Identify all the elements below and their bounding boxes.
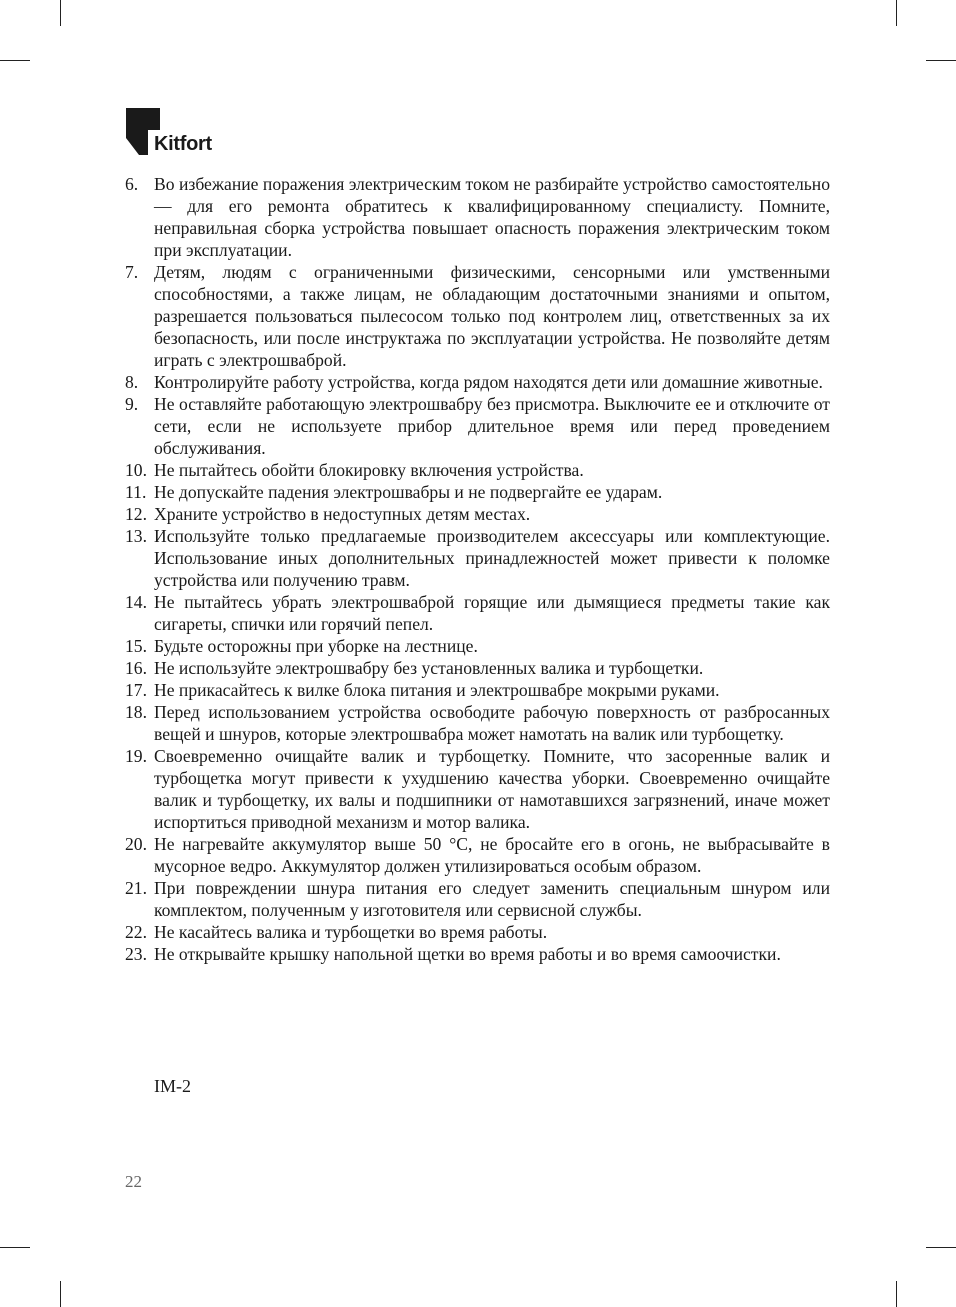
list-item-text: Используйте только предлагаемые производителем аксессуары или комплектующие. Использование иных дополнительных принадлежностей может привести к поломке устройства или получению травм.	[154, 526, 830, 590]
list-item-number: 8.	[125, 372, 139, 392]
list-item-number: 7.	[125, 262, 139, 282]
list-item	[125, 481, 830, 503]
list-item-text: Не оставляйте работающую электрошвабру без присмотра. Выключите ее и отключите от сети, если не используете прибор длительное время или перед проведением обслуживания.	[154, 394, 830, 458]
crop-mark-top-left-vertical	[60, 0, 61, 26]
list-item	[125, 679, 830, 701]
list-item-text: Не нагревайте аккумулятор выше 50 °C, не бросайте его в огонь, не выбрасывайте в мусорное ведро. Аккумулятор должен утилизироваться особым образом.	[154, 834, 830, 876]
list-item-text: Не допускайте падения электрошвабры и не подвергайте ее ударам.	[154, 482, 663, 502]
list-item	[125, 635, 830, 657]
list-item-number: 14.	[125, 592, 147, 612]
brand-name: Kitfort	[154, 133, 212, 155]
list-item-text: При повреждении шнура питания его следует заменить специальным шнуром или комплектом, полученным у изготовителя или сервисной службы.	[154, 878, 830, 920]
page-number: 22	[125, 1172, 142, 1191]
list-item-text: Во избежание поражения электрическим током не разбирайте устройство самостоятельно — для его ремонта обратитесь к квалифицированному специалисту. Помните, неправильная сборка устройства повышает опасность поражения электрическим током при эксплуатации.	[154, 174, 830, 260]
list-item-text: Не пытайтесь убрать электрошваброй горящие или дымящиеся предметы такие как сигареты, спички или горячий пепел.	[154, 592, 830, 634]
list-item-text: Детям, людям с ограниченными физическими, сенсорными или умственными способностями, а также лицам, не обладающим достаточными знаниями и опытом, разрешается пользоваться пылесосом только под контролем лиц, ответственных за их безопасность, или после инструктажа по эксплуатации устройства. Не позволяйте детям играть с электрошваброй.	[154, 262, 830, 370]
list-item	[125, 503, 830, 525]
list-item-number: 16.	[125, 658, 147, 678]
crop-mark-bottom-left-vertical	[60, 1281, 61, 1307]
list-item-number: 9.	[125, 394, 139, 414]
list-item-text: Своевременно очищайте валик и турбощетку. Помните, что засоренные валик и турбощетка могут привести к ухудшению качества уборки. Своевременно очищайте валик и турбощетку, их валы и подшипники от намотавшихся загрязнений, иначе может испортиться приводной механизм и мотор валика.	[154, 746, 830, 832]
list-item-number: 13.	[125, 526, 147, 546]
list-item	[125, 393, 830, 459]
list-item	[125, 261, 830, 371]
model-code: IM-2	[154, 1076, 191, 1096]
list-item-number: 15.	[125, 636, 147, 656]
list-item	[125, 173, 830, 261]
list-item-number: 17.	[125, 680, 147, 700]
list-item	[125, 943, 830, 965]
list-item	[125, 525, 830, 591]
crop-mark-top-right-horizontal	[926, 60, 956, 61]
list-item-text: Будьте осторожны при уборке на лестнице.	[154, 636, 478, 656]
list-item	[125, 459, 830, 481]
list-item-number: 12.	[125, 504, 147, 524]
safety-instructions-list	[125, 173, 830, 965]
list-item	[125, 921, 830, 943]
crop-mark-bottom-right-vertical	[896, 1281, 897, 1307]
list-item-number: 20.	[125, 834, 147, 854]
list-item-number: 22.	[125, 922, 147, 942]
list-item-number: 6.	[125, 174, 139, 194]
list-item-number: 19.	[125, 746, 147, 766]
list-item-text: Контролируйте работу устройства, когда рядом находятся дети или домашние животные.	[154, 372, 823, 392]
list-item-number: 21.	[125, 878, 147, 898]
list-item-number: 11.	[125, 482, 147, 502]
list-item-text: Не прикасайтесь к вилке блока питания и электрошвабре мокрыми руками.	[154, 680, 720, 700]
list-item-text: Не используйте электрошвабру без установленных валика и турбощетки.	[154, 658, 704, 678]
list-item-text: Не касайтесь валика и турбощетки во время работы.	[154, 922, 548, 942]
list-item-text: Храните устройство в недоступных детям местах.	[154, 504, 531, 524]
crop-mark-top-right-vertical	[896, 0, 897, 26]
list-item	[125, 591, 830, 635]
list-item-number: 10.	[125, 460, 147, 480]
list-item	[125, 701, 830, 745]
list-item-number: 18.	[125, 702, 147, 722]
crop-mark-top-left-horizontal	[0, 60, 30, 61]
list-item	[125, 833, 830, 877]
list-item-text: Не пытайтесь обойти блокировку включения устройства.	[154, 460, 584, 480]
list-item	[125, 371, 830, 393]
kitfort-logo	[126, 108, 236, 158]
list-item	[125, 745, 830, 833]
list-item-number: 23.	[125, 944, 147, 964]
crop-mark-bottom-right-horizontal	[926, 1247, 956, 1248]
list-item	[125, 657, 830, 679]
list-item	[125, 877, 830, 921]
list-item-text: Перед использованием устройства освободите рабочую поверхность от разбросанных вещей и шнуров, которые электрошвабра может намотать на валик или турбощетку.	[154, 702, 830, 744]
list-item-text: Не открывайте крышку напольной щетки во время работы и во время самоочистки.	[154, 944, 781, 964]
crop-mark-bottom-left-horizontal	[0, 1247, 30, 1248]
